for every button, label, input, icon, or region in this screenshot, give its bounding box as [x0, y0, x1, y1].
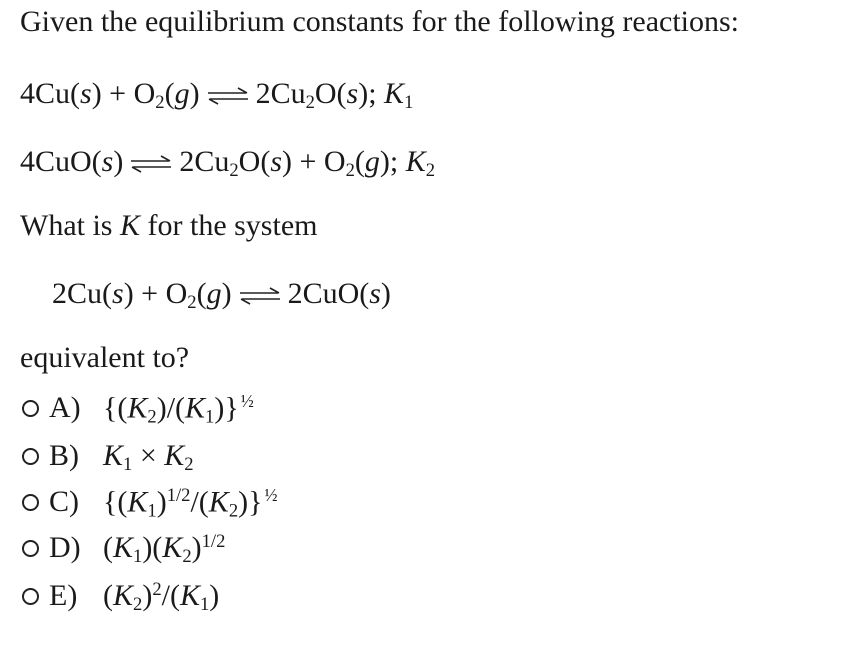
answer-option-e[interactable]: [22, 576, 219, 616]
equilibrium-arrow-icon: [238, 286, 282, 306]
option-text: $(K_1)(K_2)^{1/2}$: [103, 530, 226, 568]
question-prompt: What is K for the system: [20, 209, 318, 242]
equilibrium-arrow-icon: [206, 86, 250, 106]
target-reaction: $2Cu(s) + O_2(g)$ 2CuO(s): [52, 277, 391, 314]
option-text: $K_1 \times K_2$: [103, 439, 194, 476]
answer-option-a[interactable]: [22, 388, 254, 428]
answer-option-b[interactable]: [22, 436, 194, 476]
option-letter: C): [49, 485, 79, 518]
question-intro: Given the equilibrium constants for the following reactions:: [20, 5, 740, 38]
question-prompt-tail: equivalent to?: [20, 341, 190, 374]
option-text: $\{(K_1)^{1/2}/(K_2)\}$ $^{\frac{1}{2}}$: [103, 484, 278, 522]
option-text: $(K_2)^2/(K_1)$: [103, 578, 220, 616]
reaction-2: 4CuO(s) $2Cu_2O(s) + O_2(g)$; $K_2$: [20, 145, 436, 182]
option-text: $\{(K_2)/(K_1)\}$ $^{\frac{1}{2}}$: [103, 390, 254, 428]
option-letter: E): [49, 579, 78, 612]
radio-button-a[interactable]: [22, 400, 39, 417]
option-letter: D): [49, 531, 81, 564]
option-letter: A): [49, 391, 81, 424]
radio-button-d[interactable]: [22, 540, 39, 557]
radio-button-c[interactable]: [22, 494, 39, 511]
reaction-1: $4Cu(s) + O_2(g)$ $2Cu_2O(s)$; $K_1$: [20, 77, 414, 114]
answer-option-d[interactable]: [22, 528, 225, 568]
equilibrium-arrow-icon: [129, 154, 173, 174]
option-letter: B): [49, 439, 79, 472]
radio-button-b[interactable]: [22, 448, 39, 465]
answer-option-c[interactable]: [22, 482, 278, 522]
radio-button-e[interactable]: [22, 588, 39, 605]
